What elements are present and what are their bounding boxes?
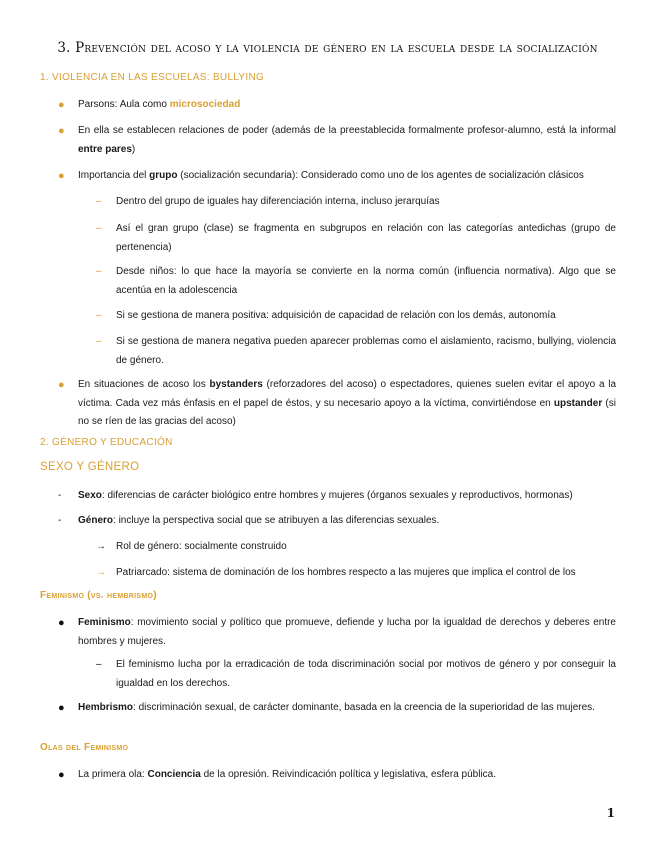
text-span: (socialización secundaria): Considerado como uno de los agentes de socialización clásicos [177,170,584,181]
item-text [78,512,616,531]
list-item [96,656,616,694]
list-item [58,487,616,507]
list-item [58,699,616,737]
subsection-heading-olas: Olas del Feminismo [40,742,129,753]
page-number: 1 [606,806,615,820]
bullet-dot-icon: ● [58,702,65,714]
section-heading-genero: 2. GÉNERO Y EDUCACIÓN [40,437,173,448]
list-item [96,307,616,327]
bold-term: grupo [149,170,178,181]
item-text [78,96,616,115]
item-text [78,699,616,718]
text-span: En situaciones de acoso los [78,379,210,390]
item-text [78,122,616,159]
list-item [58,167,616,187]
arrow-right-icon: → [96,567,106,578]
section-heading-violencia: 1. VIOLENCIA EN LAS ESCUELAS: BULLYING [40,72,265,83]
bold-term: Sexo [78,490,102,501]
text-span: de la opresión. Reivindicación política y legislativa, esfera pública. [200,769,497,780]
item-text [78,487,616,506]
dash-icon: – [96,336,102,347]
item-text: Si se gestiona de manera positiva: adquisición de capacidad de relación con los demás, autonomía [116,310,556,321]
dash-icon: – [96,196,102,207]
bold-term: Feminismo [78,617,131,628]
item-text: Desde niños: lo que hace la mayoría se convierte en la norma común (influencia normativa). Algo que se acentúa en la adolescencia [116,266,616,296]
dash-icon: – [96,310,102,321]
list-item [96,564,616,584]
bold-term: bystanders [209,379,263,390]
bullet-dot-icon: ● [58,170,65,182]
text-span: : discriminación sexual, de carácter dominante, basada en la creencia de la superioridad de las mujeres. [133,702,595,713]
text-span: Parsons: Aula como [78,99,170,110]
bullet-dot-icon: ● [58,379,65,391]
text-span: : incluye la perspectiva social que se atribuyen a las diferencias sexuales. [113,515,440,526]
dash-icon: - [58,490,62,501]
bold-term: Hembrismo [78,702,134,713]
bold-term: Género [78,515,114,526]
text-span: ) [131,143,136,155]
text-span: (reforzadores del acoso) o espectadores, quienes suelen evitar el apoyo a la víctima. Cada vez más énfasis en el papel de éstos, y su necesario apoyo a la víctima, convirtiéndose en [78,379,617,409]
list-item [58,122,616,160]
list-item [96,538,616,558]
dash-icon: – [96,659,102,670]
item-text [78,167,616,186]
bullet-dot-icon: ● [58,125,65,137]
list-item [58,512,616,532]
bold-term: entre pares [78,143,132,155]
item-text: Así el gran grupo (clase) se fragmenta en subgrupos en relación con las categorías antedichas (grupo de pertenencia) [116,223,616,253]
item-text: Rol de género: socialmente construido [116,541,287,552]
text-span: En ella se establecen relaciones de poder (además de la preestablecida formalmente profesor-alumno, está la informal [78,125,616,136]
arrow-right-icon: → [96,541,106,552]
list-item [58,96,616,116]
subsection-heading-feminismo: Feminismo (vs. hembrismo) [40,590,157,601]
bullet-dot-icon: ● [58,617,65,629]
subsection-heading-sexo: SEXO Y GÉNERO [40,461,140,473]
list-item [58,376,616,432]
bullet-dot-icon: ● [58,769,65,781]
bullet-dot-icon: ● [58,99,65,111]
list-item [58,614,616,652]
item-text: Patriarcado: sistema de dominación de los hombres respecto a las mujeres que implica el control de los [116,567,576,578]
dash-icon: - [58,515,62,526]
text-span: La primera ola: [78,769,148,780]
bold-term: upstander [553,397,603,409]
page-title: 3. Prevención del acoso y la violencia de género en la escuela desde la socialización [57,40,598,56]
text-span: : movimiento social y político que promueve, defiende y lucha por la igualdad de derechos y deberes entre hombres y mujeres. [78,617,616,647]
item-text [78,614,616,651]
list-item [58,766,616,786]
list-item [96,220,616,258]
item-text: Si se gestiona de manera negativa pueden aparecer problemas como el aislamiento, racismo, bullying, violencia de género. [116,336,616,366]
item-text [78,766,616,785]
text-span: : diferencias de carácter biológico entre hombres y mujeres (órganos sexuales y reproductivos, hormonas) [101,490,573,501]
item-text: El feminismo lucha por la erradicación de toda discriminación social por motivos de género y por conseguir la igualdad en los derechos. [116,659,616,689]
item-text: Dentro del grupo de iguales hay diferenciación interna, incluso jerarquías [116,196,440,207]
bold-term: Conciencia [147,769,201,780]
list-item [96,263,616,301]
dash-icon: – [96,266,102,277]
text-span: (si no se ríen de las gracias del acoso) [78,397,616,427]
text-span: Importancia del [78,170,150,181]
dash-icon: – [96,223,102,234]
highlight-term: microsociedad [169,99,241,110]
list-item [96,193,616,213]
item-text [78,376,616,432]
list-item [96,333,616,371]
